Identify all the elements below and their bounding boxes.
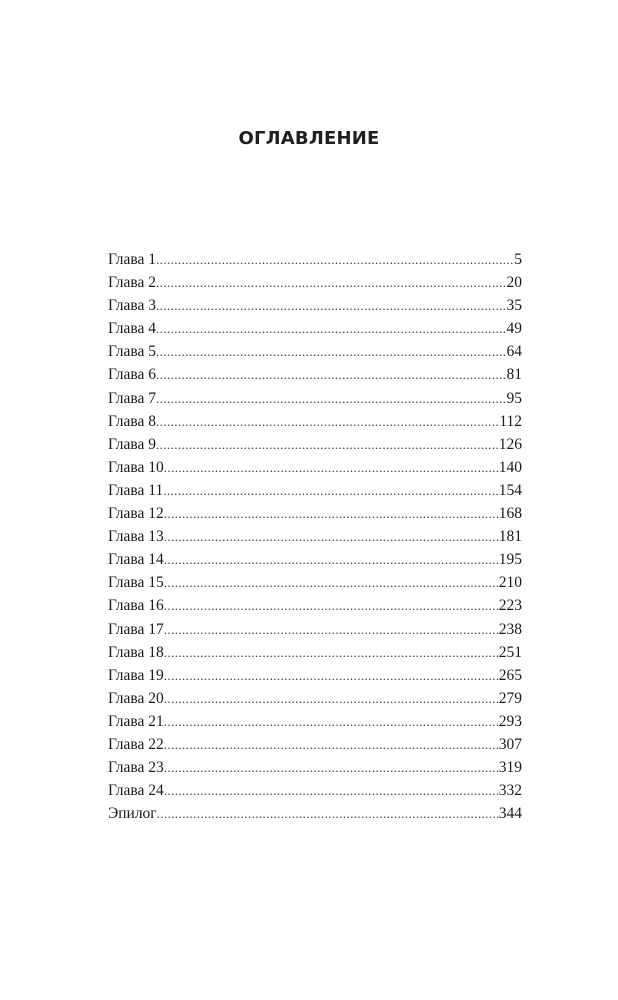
toc-entry-page-number: 112 (499, 412, 522, 430)
toc-entry-page-number: 140 (498, 458, 522, 476)
toc-entry-page-number: 238 (498, 620, 522, 638)
toc-dot-leader (164, 460, 499, 476)
toc-entry-label: Глава 14 (108, 551, 164, 569)
toc-dot-leader (156, 391, 506, 407)
toc-entry (108, 690, 522, 713)
toc-dot-leader (164, 575, 499, 591)
toc-entry-page-number: 35 (506, 297, 522, 315)
toc-entry (108, 644, 522, 667)
toc-entry-page-number: 251 (498, 643, 522, 661)
toc-entry (108, 274, 522, 297)
table-of-contents (108, 251, 522, 828)
toc-entry-label: Глава 21 (108, 712, 164, 730)
toc-entry (108, 782, 522, 805)
toc-entry-label: Глава 16 (108, 597, 164, 615)
toc-dot-leader (164, 552, 499, 568)
toc-entry-label: Глава 13 (108, 528, 164, 546)
toc-entry-page-number: 20 (506, 274, 522, 292)
toc-entry-page-number: 168 (498, 505, 522, 523)
toc-dot-leader (164, 691, 499, 707)
toc-entry-label: Глава 5 (108, 343, 157, 361)
toc-entry (108, 621, 522, 644)
toc-entry (108, 482, 522, 505)
toc-entry (108, 667, 522, 690)
toc-dot-leader (156, 252, 514, 268)
toc-dot-leader (164, 598, 499, 614)
toc-dot-leader (163, 483, 499, 499)
page-title: ОГЛАВЛЕНИЕ (238, 128, 380, 149)
toc-entry-label: Глава 9 (108, 435, 157, 453)
toc-entry-label: Глава 15 (108, 574, 164, 592)
toc-entry-page-number: 344 (498, 805, 522, 823)
toc-entry-label: Глава 18 (108, 643, 164, 661)
toc-entry (108, 390, 522, 413)
toc-entry-page-number: 95 (506, 389, 522, 407)
toc-entry-label: Глава 8 (108, 412, 157, 430)
toc-entry-page-number: 5 (514, 251, 522, 268)
toc-entry-page-number: 126 (498, 435, 522, 453)
toc-entry (108, 366, 522, 389)
toc-entry-page-number: 181 (498, 528, 522, 546)
toc-entry (108, 574, 522, 597)
toc-dot-leader (156, 437, 499, 453)
toc-entry-page-number: 307 (498, 735, 522, 753)
toc-entry-label: Глава 2 (108, 274, 157, 292)
toc-dot-leader (156, 367, 506, 383)
toc-entry-label: Глава 17 (108, 620, 164, 638)
toc-entry (108, 343, 522, 366)
toc-dot-leader (156, 298, 506, 314)
toc-entry (108, 297, 522, 320)
toc-dot-leader (156, 414, 499, 430)
toc-entry (108, 551, 522, 574)
toc-entry-page-number: 319 (498, 759, 522, 777)
toc-entry-label: Глава 10 (108, 458, 164, 476)
toc-entry-page-number: 332 (498, 782, 522, 800)
toc-entry-label: Глава 4 (108, 320, 157, 338)
toc-entry (108, 251, 522, 274)
toc-dot-leader (164, 668, 499, 684)
toc-entry-page-number: 49 (506, 320, 522, 338)
toc-entry-label: Глава 22 (108, 735, 164, 753)
toc-dot-leader (164, 714, 499, 730)
toc-entry-label: Эпилог (108, 805, 157, 823)
toc-entry (108, 528, 522, 551)
toc-entry-page-number: 81 (506, 366, 522, 384)
toc-dot-leader (164, 506, 499, 522)
toc-entry (108, 413, 522, 436)
toc-dot-leader (164, 645, 499, 661)
toc-entry-label: Глава 24 (108, 782, 164, 800)
toc-entry-page-number: 210 (498, 574, 522, 592)
toc-dot-leader (156, 344, 506, 360)
toc-dot-leader (164, 529, 499, 545)
toc-entry (108, 713, 522, 736)
toc-entry-page-number: 64 (506, 343, 522, 361)
toc-entry-page-number: 195 (498, 551, 522, 569)
toc-entry-page-number: 279 (498, 689, 522, 707)
toc-entry-label: Глава 1 (108, 251, 157, 268)
toc-entry-page-number: 154 (498, 481, 522, 499)
toc-entry-label: Глава 11 (108, 481, 164, 499)
toc-entry-label: Глава 3 (108, 297, 157, 315)
toc-entry (108, 505, 522, 528)
toc-entry-label: Глава 20 (108, 689, 164, 707)
toc-entry-label: Глава 7 (108, 389, 157, 407)
toc-entry-page-number: 223 (498, 597, 522, 615)
toc-dot-leader (164, 737, 499, 753)
toc-dot-leader (156, 321, 506, 337)
toc-entry (108, 459, 522, 482)
toc-entry-label: Глава 6 (108, 366, 157, 384)
toc-entry (108, 436, 522, 459)
toc-dot-leader (164, 760, 499, 776)
toc-entry-label: Глава 23 (108, 759, 164, 777)
toc-entry (108, 597, 522, 620)
toc-entry (108, 736, 522, 759)
toc-entry (108, 759, 522, 782)
toc-entry (108, 320, 522, 343)
toc-entry-page-number: 293 (498, 712, 522, 730)
toc-entry-page-number: 265 (498, 666, 522, 684)
toc-dot-leader (164, 783, 499, 799)
toc-entry-label: Глава 12 (108, 505, 164, 523)
toc-entry (108, 805, 522, 828)
toc-dot-leader (164, 622, 499, 638)
toc-dot-leader (156, 275, 506, 291)
toc-entry-label: Глава 19 (108, 666, 164, 684)
toc-dot-leader (157, 806, 499, 822)
